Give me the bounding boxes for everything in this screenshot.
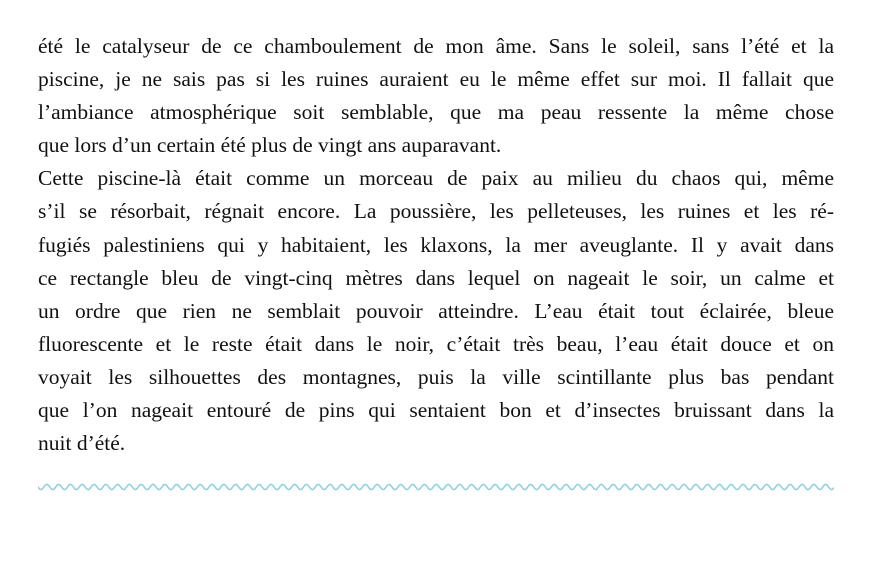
text-line: été le catalyseur de ce chamboulement de mon âme. Sans le soleil, sans l’été et la	[38, 34, 834, 58]
text-line: fugiés palestiniens qui y habitaient, les klaxons, la mer aveuglante. Il y avait dans	[38, 232, 834, 257]
paragraph-1	[38, 30, 834, 162]
text-line: que l’on nageait entouré de pins qui sentaient bon et d’insectes bruissant dans la	[38, 398, 834, 423]
wave-line	[38, 484, 834, 489]
text-line: s’il se résorbait, régnait encore. La poussière, les pelleteuses, les ruines et les ré-	[38, 199, 834, 224]
wave-divider	[38, 479, 834, 495]
text-line: voyait les silhouettes des montagnes, puis la ville scintillante plus bas pendant	[38, 364, 834, 389]
paragraph-2	[38, 162, 834, 460]
text-line: ce rectangle bleu de vingt-cinq mètres dans lequel on nageait le soir, un calme et	[38, 265, 834, 290]
text-line: que lors d’un certain été plus de vingt ans auparavant.	[38, 133, 502, 158]
text-body	[38, 30, 834, 460]
text-line: fluorescente et le reste était dans le noir, c’était très beau, l’eau était douce et on	[38, 331, 834, 356]
text-line: un ordre que rien ne semblait pouvoir atteindre. L’eau était tout éclairée, bleue	[38, 298, 834, 323]
text-line: Cette piscine-là était comme un morceau de paix au milieu du chaos qui, même	[38, 166, 834, 191]
text-line: l’ambiance atmosphérique soit semblable, que ma peau ressente la même chose	[38, 100, 834, 125]
text-line: piscine, je ne sais pas si les ruines auraient eu le même effet sur moi. Il fallait que	[38, 67, 834, 92]
text-line: nuit d’été.	[38, 431, 126, 456]
